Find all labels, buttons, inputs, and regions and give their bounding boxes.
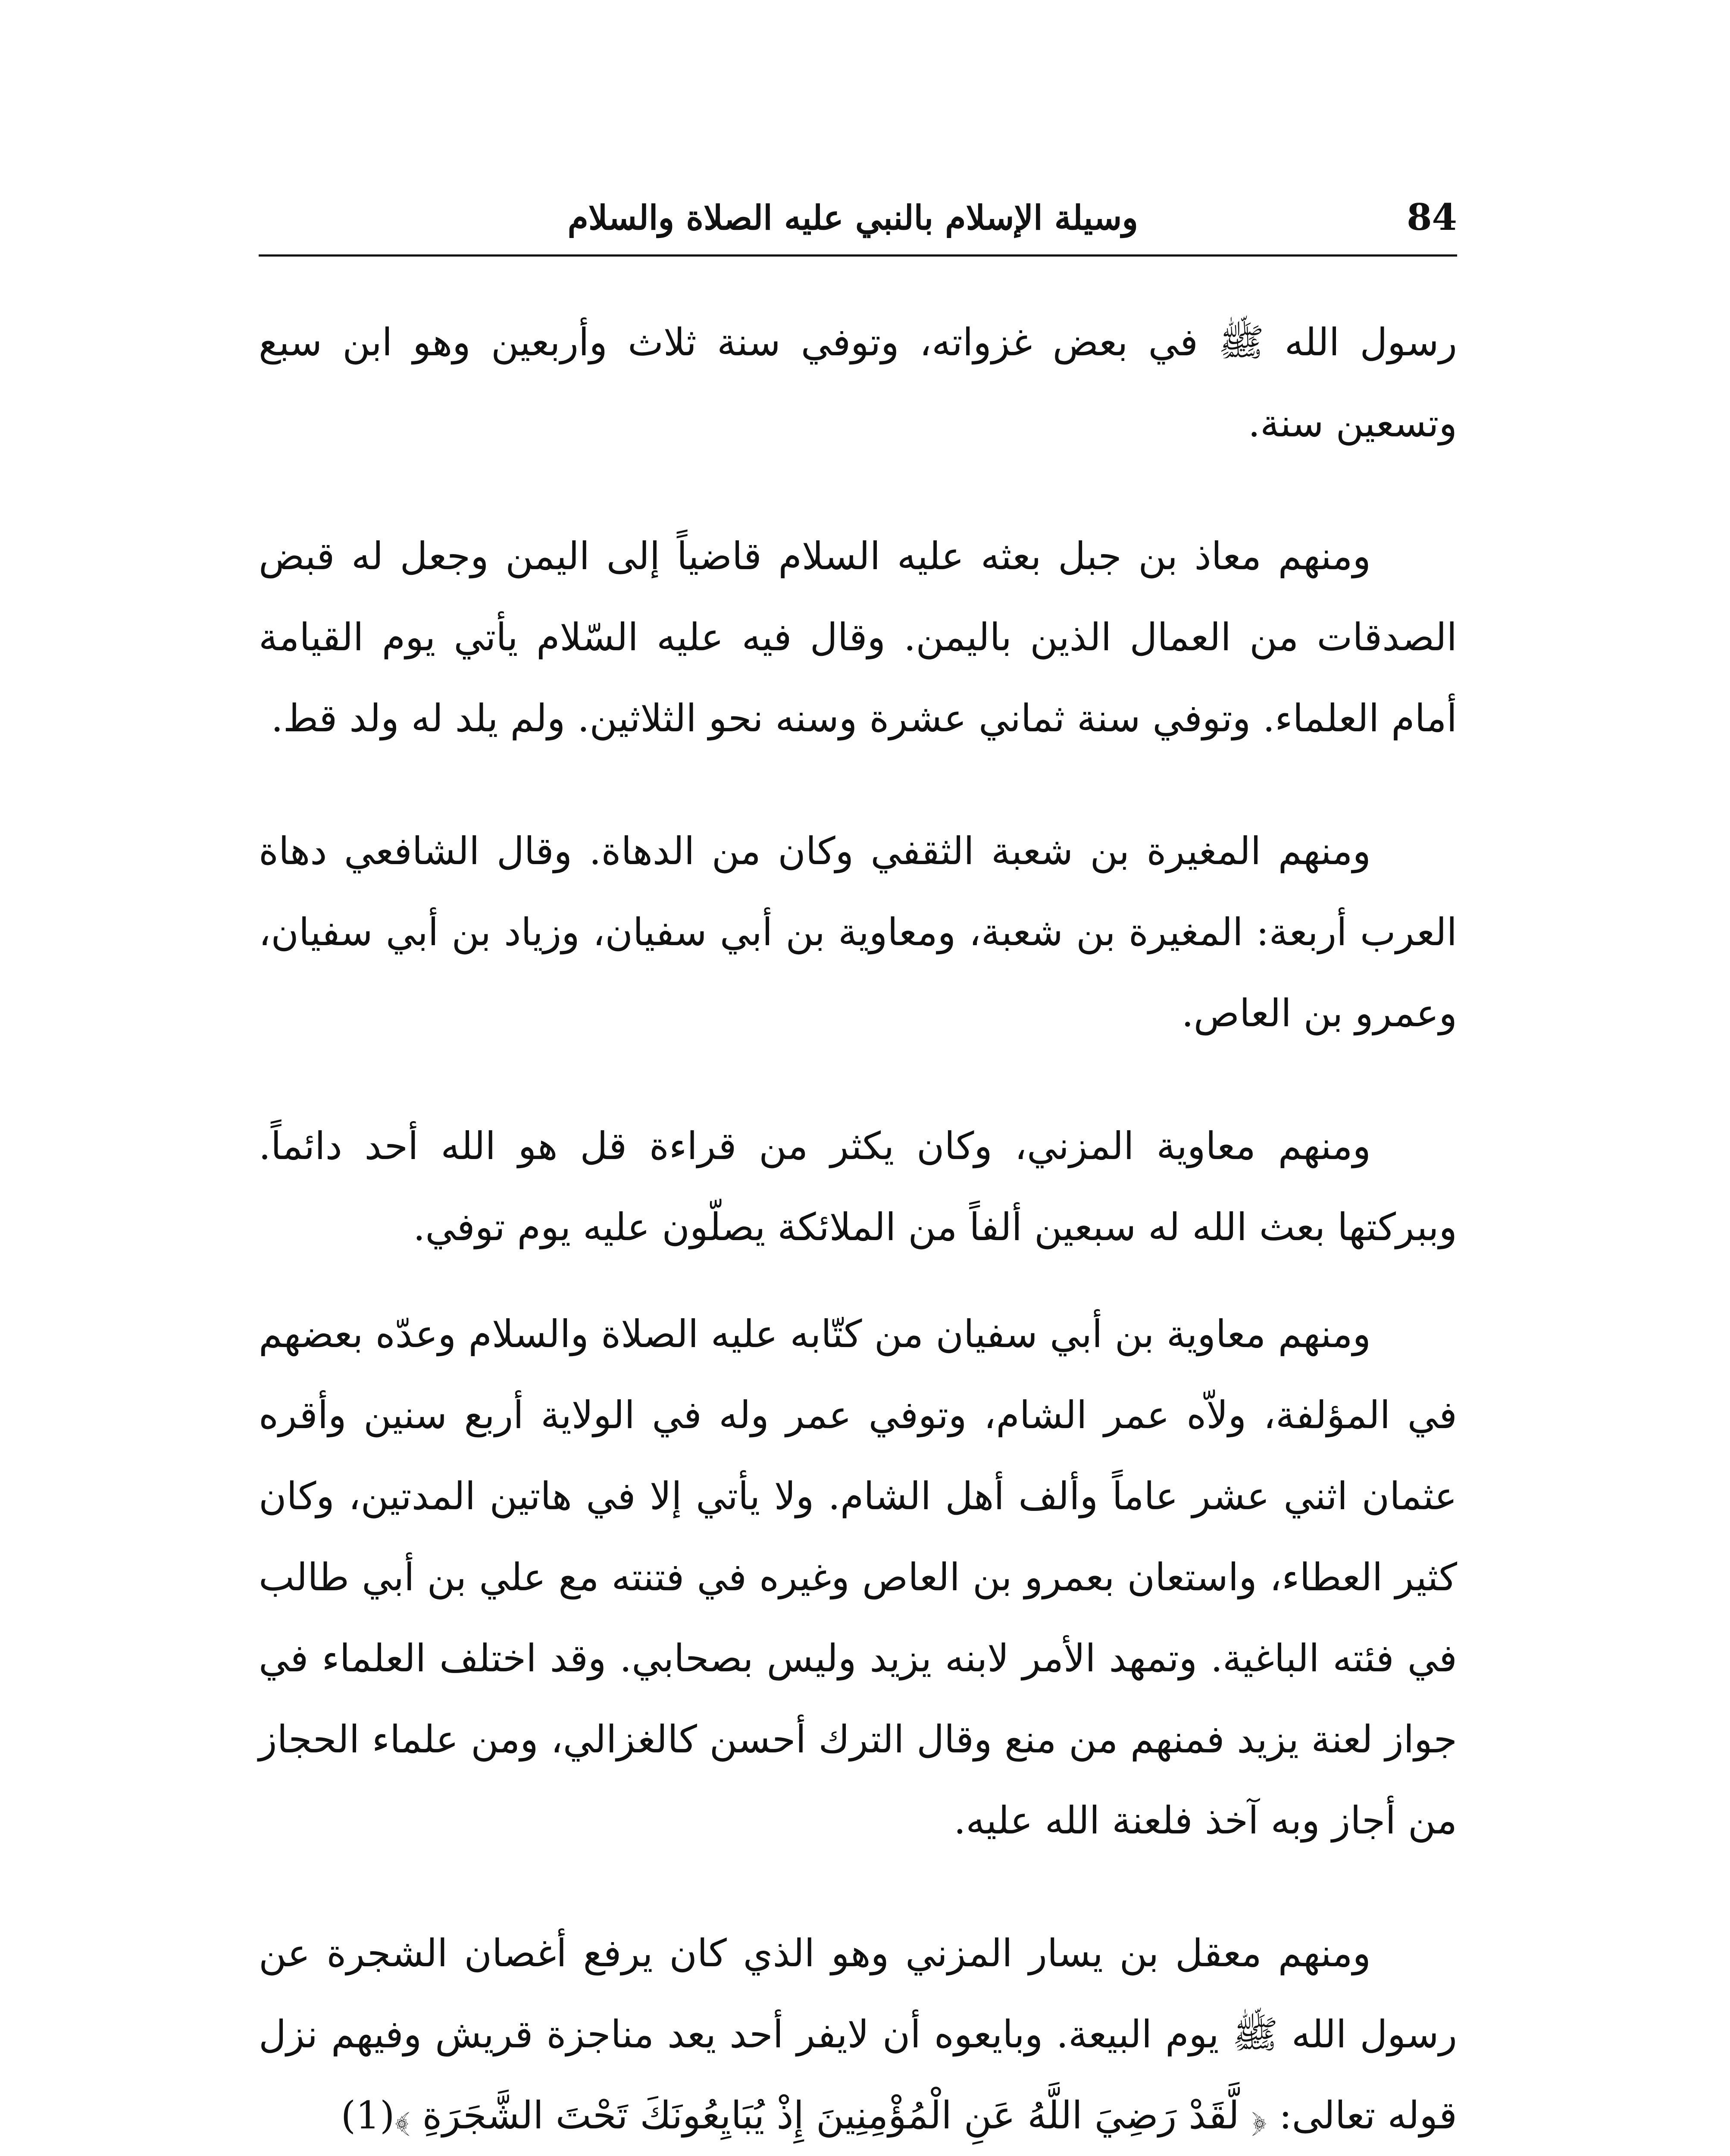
paragraph-5: ومنهم معاوية بن أبي سفيان من كتّابه عليه الصلاة والسلام وعدّه بعضهم في المؤلفة، ولاّه عمر الشام، وتوفي عمر وله في الولاية أربع سنين وأقره عثمان اثني عشر عاماً وألف أهل الشام. ولا يأتي إلا في هاتين المدتين، وكان كثير العطاء، واستعان بعمرو بن العاص وغيره في فتنته مع علي بن أبي طالب في فئته الباغية. وتمهد الأمر لابنه يزيد وليس بصحابي. وقد اختلف العلماء في جواز لعنة يزيد فمنهم من منع وقال الترك أحسن كالغزالي، ومن علماء الحجاز من أجاز وبه آخذ فلعنة الله عليه.: [259, 1312, 1457, 1843]
paragraph-4: ومنهم معاوية المزني، وكان يكثر من قراءة قل هو الله أحد دائماً. وببركتها بعث الله له سبعين ألفاً من الملائكة يصلّون عليه يوم توفي.: [259, 1124, 1457, 1249]
page-number: 84: [1407, 196, 1457, 238]
body-text: [259, 302, 1457, 2156]
paragraph-2: ومنهم معاذ بن جبل بعثه عليه السلام قاضياً إلى اليمن وجعل له قبض الصدقات من العمال الذين باليمن. وقال فيه عليه السّلام يأتي يوم القيامة أمام العلماء. وتوفي سنة ثماني عشرة وسنه نحو الثلاثين. ولم يلد له ولد قط.: [259, 534, 1457, 740]
paragraph-6: ومنهم معقل بن يسار المزني وهو الذي كان يرفع أغصان الشجرة عن رسول الله ﷺ يوم البيعة. وبايعوه أن لايفر أحد يعد مناجزة قريش وفيهم نزل قوله تعالى: ﴿ لَّقَدْ رَضِيَ اللَّهُ عَنِ الْمُؤْمِنِينَ إِذْ يُبَايِعُونَكَ تَحْتَ الشَّجَرَةِ ﴾(1): [259, 1931, 1457, 2137]
paragraph-3: ومنهم المغيرة بن شعبة الثقفي وكان من الدهاة. وقال الشافعي دهاة العرب أربعة: المغيرة بن شعبة، ومعاوية بن أبي سفيان، وزياد بن أبي سفيان، وعمرو بن العاص.: [259, 829, 1457, 1035]
header-divider: [259, 254, 1457, 257]
paragraph-1: رسول الله ﷺ في بعض غزواته، وتوفي سنة ثلاث وأربعين وهو ابن سبع وتسعين سنة.: [259, 320, 1457, 445]
running-title: وسيلة الإسلام بالنبي عليه الصلاة والسلام: [567, 198, 1138, 238]
page-header: [259, 185, 1457, 254]
